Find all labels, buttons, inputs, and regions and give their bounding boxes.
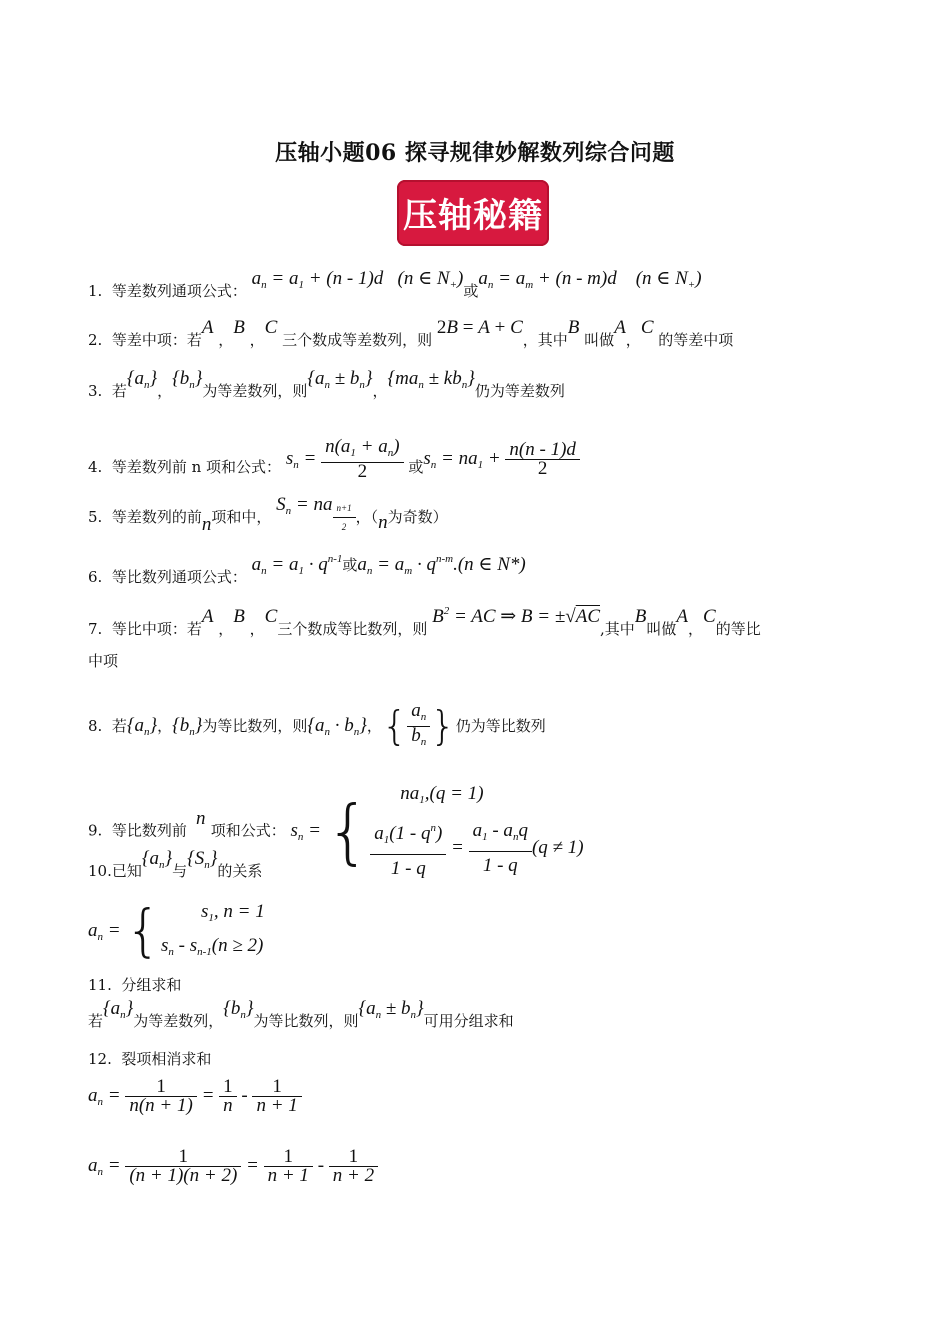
item-label: 等差中项：若 — [111, 331, 202, 349]
item-number: 9. — [88, 821, 103, 840]
text: 中项 — [88, 652, 119, 670]
var-c: C — [264, 317, 278, 338]
item-10 — [88, 848, 263, 886]
var-a: A — [201, 317, 214, 338]
formula: $\{a_n \pm b_n\}$ — [358, 998, 424, 1021]
item-number: 10. — [88, 862, 112, 880]
formula: 2B = A + C — [436, 317, 523, 338]
item-11 — [88, 976, 181, 994]
formula: { $\frac{a_n}{b_n}$ } — [381, 700, 456, 750]
var-n: n — [196, 808, 206, 829]
item-label: 若 — [111, 382, 127, 400]
text: 的等比 — [715, 620, 761, 638]
item-6 — [88, 553, 526, 592]
or-text: 或 — [342, 556, 358, 574]
item-label: 分组求和 — [121, 976, 182, 994]
formula: $\{a_n\}$ — [103, 998, 134, 1021]
formula: $\{S_n\}$ — [187, 848, 218, 871]
formula: $a_n = a_m \cdot q^{n-m}.(n$ ∈ N*) — [357, 553, 526, 577]
item-number: 2. — [88, 331, 103, 349]
item-7-cont — [88, 652, 118, 670]
text: ,其中 — [600, 620, 635, 638]
formula: $a_n = a_1 + (n - 1)d$ (n ∈ $N_+$) — [251, 268, 464, 291]
text: 为等比数列，则 — [202, 716, 308, 735]
item-label: 等比数列通项公式： — [111, 568, 247, 586]
item-11-body — [88, 998, 514, 1036]
item-8: 8. 若$\{a_n\}$，$\{b_n\}$为等比数列，则$\{a_n \cdot b_n\}$，{ $\frac{a_n}{b_n}$ }仍为等比数列 — [88, 700, 546, 750]
item-label: 等比数列前 — [111, 821, 187, 840]
formula: $S_n$ = na $_{\frac{n+1}{2}}$ — [276, 494, 355, 515]
item-12 — [88, 1050, 211, 1068]
formula: $\{b_n\}$ — [223, 998, 254, 1021]
text: 可用分组求和 — [423, 1012, 514, 1030]
item-number: 5. — [88, 508, 103, 526]
text: 若 — [88, 1012, 104, 1030]
item-number: 8. — [88, 716, 103, 735]
text: 为等差数列，则 — [202, 382, 308, 400]
item-number: 1. — [88, 282, 103, 300]
text: ，（ — [355, 508, 379, 526]
item-number: 12. — [88, 1050, 112, 1068]
page-title: 压轴小题06 探寻规律妙解数列综合问题 — [275, 140, 675, 166]
item-3: 3. 若$\{a_n\}$，$\{b_n\}$为等差数列，则$\{a_n \pm b_n\}$，$\{ma_n \pm kb_n\}$仍为等差数列 — [88, 368, 565, 400]
item-number: 3. — [88, 382, 103, 400]
item-number: 6. — [88, 568, 103, 586]
text: 仍为等差数列 — [474, 382, 565, 400]
text: 叫做 — [584, 331, 615, 349]
formula: $\{b_n\}$ — [172, 714, 203, 738]
var-a: A — [614, 317, 626, 338]
formula: $\{b_n\}$ — [172, 368, 203, 391]
item-12-formula-1 — [88, 1078, 302, 1115]
item-10-formula — [88, 898, 265, 966]
formula: $\{a_n\}$ — [141, 848, 173, 871]
text: 为奇数） — [387, 508, 448, 526]
item-label: 裂项相消求和 — [121, 1050, 212, 1068]
item-12-formula-2 — [88, 1148, 378, 1185]
formula: $a_n = a_1 \cdot q^{n-1}$ — [251, 553, 343, 577]
formula: $a_n$ = { $s_1$, n = 1 $s_n - s_{n-1}(n \ge 2)$ — [88, 899, 265, 964]
formula: $s_n$ = $\frac{n(a_1 + a_n)}{2}$ — [286, 448, 404, 469]
item-number: 7. — [88, 620, 103, 638]
item-4 — [88, 436, 580, 489]
item-label: 等差数列前 n 项和公式： — [111, 457, 282, 476]
item-label: 等比中项：若 — [111, 620, 202, 638]
text: ，其中 — [522, 331, 568, 349]
item-label: 等差数列的前 — [111, 508, 202, 526]
text: 与 — [172, 862, 188, 880]
var-c: C — [703, 606, 716, 627]
var-n: n — [201, 514, 212, 535]
formula: $s_n$ = { $na_1,(q = 1)$ $\frac{a_1(1 - q^n)}{1 - q}$ = $\frac{a_1 - a_nq}{1 - q}$ (q ≠ 1) — [291, 780, 584, 883]
item-label: 若 — [111, 716, 127, 735]
formula: $a_n$ = $\frac{1}{(n + 1)(n + 2)}$ = $\frac{1}{n + 1}$ - $\frac{1}{n + 2}$ — [88, 1155, 378, 1176]
formula: $a_n = a_m + (n - m)d$ (n ∈ $N_+$) — [478, 268, 702, 291]
text: 的等差中项 — [658, 331, 734, 349]
var-c: C — [640, 317, 654, 338]
badge-label: 压轴秘籍 — [403, 196, 543, 236]
text: 的关系 — [217, 862, 263, 880]
formula: $\{a_n \pm b_n\}$ — [307, 368, 373, 391]
formula: $s_n = na_1$ + $\frac{n(n - 1)d}{2}$ — [423, 448, 580, 469]
var-b: B — [567, 317, 580, 338]
item-2: 2. 等差中项：若A ，B ，C 三个数成等差数列，则 2B = A + C，其中B 叫做A，C 的等差中项 — [88, 317, 734, 349]
item-number: 11. — [88, 976, 112, 994]
var-n: n — [378, 512, 388, 533]
text: 为等比数列，则 — [253, 1012, 359, 1030]
text: 叫做 — [646, 620, 677, 638]
or-text: 或 — [463, 282, 479, 300]
var-a: A — [201, 606, 214, 627]
formula: $\{ma_n \pm kb_n\}$ — [387, 368, 475, 391]
var-c: C — [264, 606, 278, 627]
formula: $\{a_n\}$ — [126, 714, 158, 738]
var-a: A — [676, 606, 689, 627]
or-text: 或 — [408, 457, 424, 476]
item-7: 7. 等比中项：若A ，B ，C三个数成等比数列，则 $B^2$ = AC ⇒ B = ±√AC,其中B叫做A，C的等比 — [88, 605, 761, 638]
text: 三个数成等比数列，则 — [277, 620, 428, 638]
var-b: B — [233, 606, 245, 627]
formula: $\{a_n \cdot b_n\}$ — [307, 714, 367, 738]
text: 三个数成等差数列，则 — [282, 331, 433, 349]
formula: $\{a_n\}$ — [126, 368, 158, 391]
item-label: 等差数列通项公式： — [111, 282, 247, 300]
text: 仍为等比数列 — [455, 716, 546, 735]
item-number: 4. — [88, 457, 103, 476]
item-9-n — [196, 810, 206, 828]
formula: $B^2$ = AC ⇒ B = ±√AC — [432, 605, 600, 627]
var-b: B — [634, 606, 647, 627]
text: 为等差数列， — [133, 1012, 224, 1030]
text: 项和中， — [211, 508, 272, 526]
section-badge — [397, 180, 549, 246]
formula: $a_n$ = $\frac{1}{n(n + 1)}$ = $\frac{1}{n}$ - $\frac{1}{n + 1}$ — [88, 1085, 302, 1106]
item-label: 已知 — [111, 862, 142, 880]
item-5 — [88, 494, 448, 548]
item-1 — [88, 268, 702, 306]
text: 项和公式： — [210, 821, 286, 840]
var-b: B — [233, 317, 245, 338]
